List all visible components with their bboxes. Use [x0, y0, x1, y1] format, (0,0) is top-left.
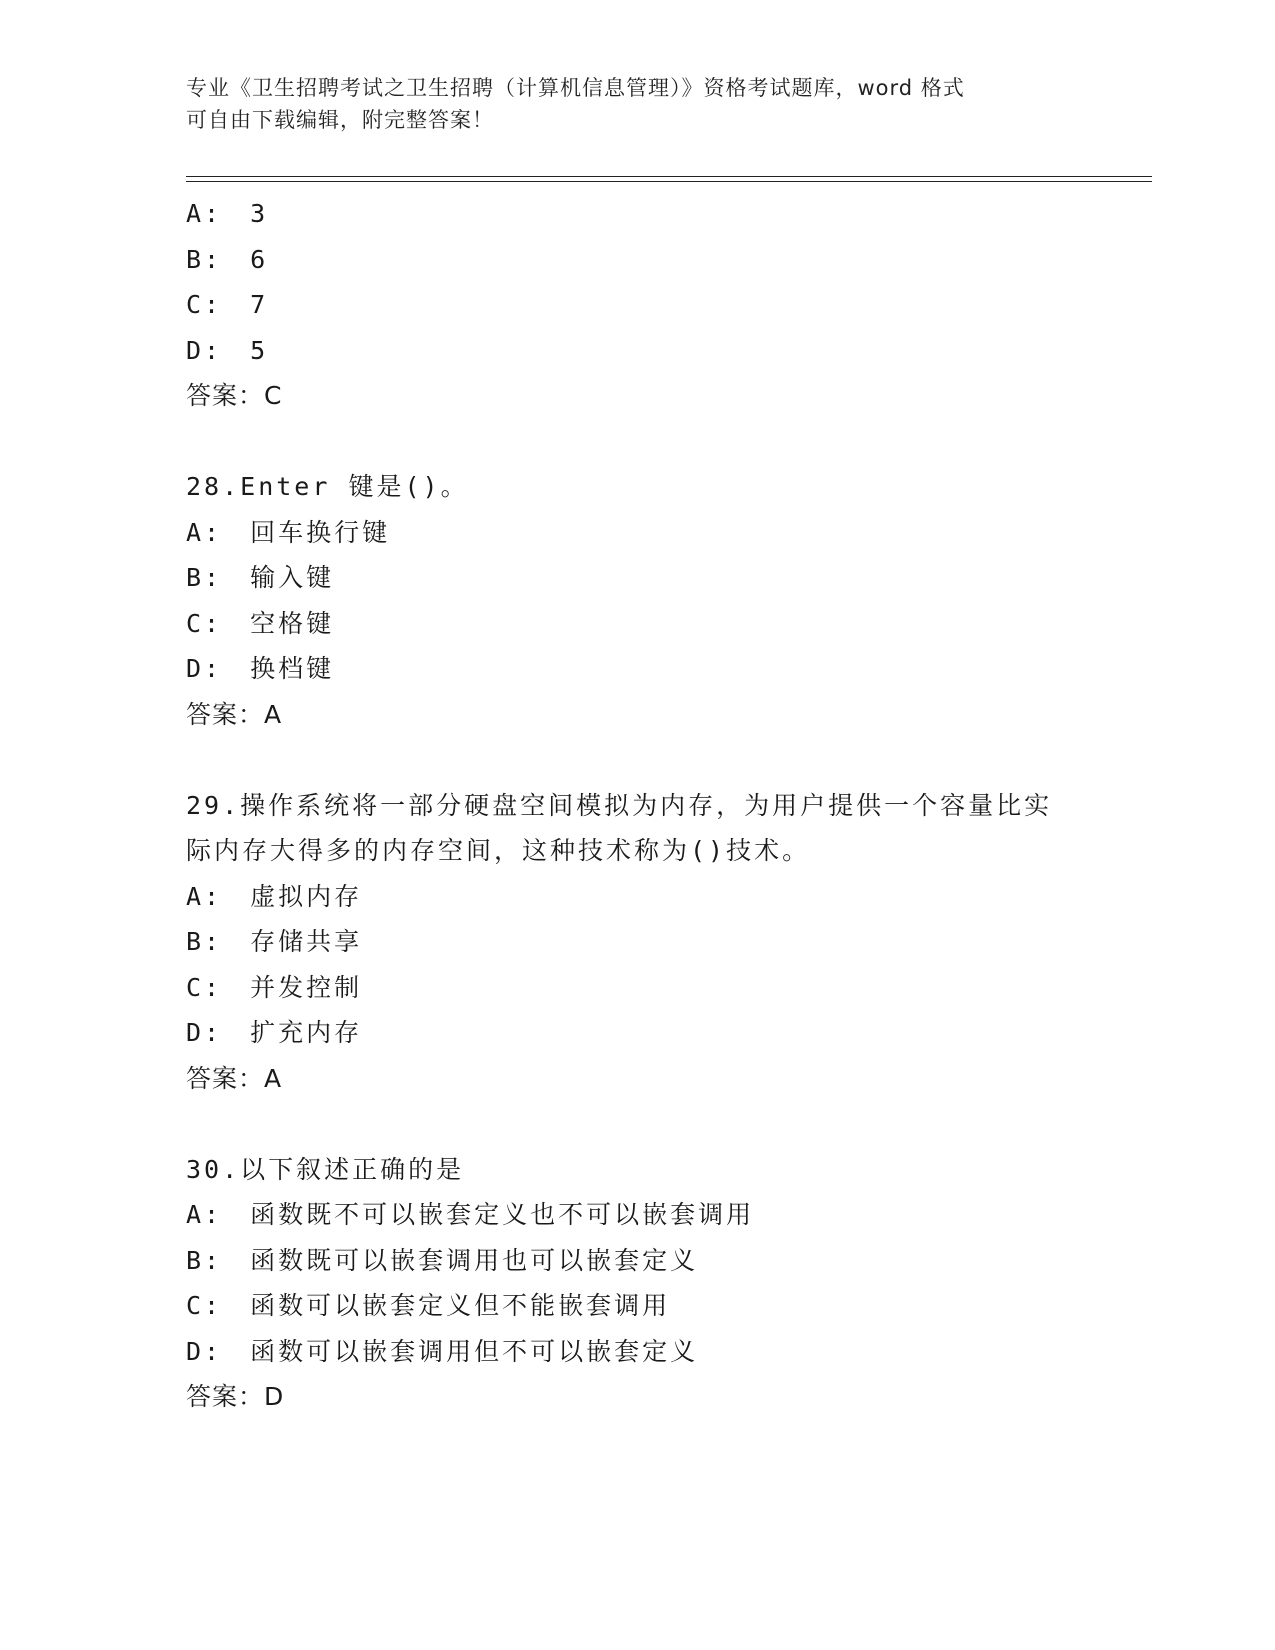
option-text: 5	[250, 335, 269, 365]
option-b	[186, 555, 1146, 601]
document-header	[186, 72, 1086, 136]
option-letter: D:	[186, 1336, 223, 1366]
question-text: 28.Enter 键是()。	[186, 472, 469, 501]
option-b	[186, 237, 1146, 283]
option-text: 虚拟内存	[250, 881, 363, 911]
option-letter: C:	[186, 972, 223, 1002]
option-text: 7	[250, 290, 269, 319]
option-letter: C:	[186, 608, 223, 638]
question-text-line-2: 际内存大得多的内存空间，这种技术称为()技术。	[186, 836, 811, 865]
option-letter: B:	[186, 927, 223, 956]
option-text: 函数既不可以嵌套定义也不可以嵌套调用	[250, 1200, 755, 1229]
option-text: 函数可以嵌套定义但不能嵌套调用	[250, 1291, 671, 1320]
option-d	[186, 1010, 1146, 1056]
option-text: 函数既可以嵌套调用也可以嵌套定义	[250, 1245, 699, 1275]
option-letter: D:	[186, 335, 223, 365]
option-letter: B:	[186, 1245, 223, 1275]
header-line-1: 专业《卫生招聘考试之卫生招聘（计算机信息管理）》资格考试题库，word 格式	[186, 76, 965, 100]
option-text: 6	[250, 244, 269, 274]
option-d	[186, 328, 1146, 374]
option-b	[186, 1238, 1146, 1284]
answer-line: 答案：A	[186, 1063, 283, 1093]
option-d	[186, 646, 1146, 692]
option-letter: C:	[186, 290, 223, 319]
option-text: 空格键	[250, 608, 335, 638]
option-a	[186, 874, 1146, 920]
option-c	[186, 1283, 1146, 1329]
option-letter: C:	[186, 1291, 223, 1320]
option-letter: A:	[186, 517, 223, 547]
question-list	[186, 191, 1146, 1420]
option-letter: B:	[186, 244, 223, 274]
option-d	[186, 1329, 1146, 1375]
option-letter: B:	[186, 563, 223, 592]
option-text: 函数可以嵌套调用但不可以嵌套定义	[250, 1336, 699, 1366]
header-divider-top	[186, 176, 1152, 177]
option-text: 回车换行键	[250, 517, 391, 547]
option-text: 3	[250, 199, 269, 228]
option-a	[186, 510, 1146, 556]
option-c	[186, 601, 1146, 647]
header-divider-bottom	[186, 181, 1152, 182]
answer-line: 答案：C	[186, 381, 283, 410]
option-c	[186, 282, 1146, 328]
option-letter: A:	[186, 881, 223, 911]
question-30	[186, 1147, 1146, 1420]
question-28	[186, 464, 1146, 737]
option-text: 输入键	[250, 563, 335, 592]
option-text: 换档键	[250, 654, 335, 683]
option-letter: A:	[186, 199, 223, 228]
question-29	[186, 783, 1146, 1102]
option-text: 存储共享	[250, 927, 363, 956]
answer-line: 答案：A	[186, 699, 283, 729]
question-text-line-1: 29.操作系统将一部分硬盘空间模拟为内存，为用户提供一个容量比实	[186, 790, 1053, 820]
option-text: 并发控制	[250, 972, 363, 1002]
question-text: 30.以下叙述正确的是	[186, 1154, 465, 1184]
option-a	[186, 1192, 1146, 1238]
option-c	[186, 965, 1146, 1011]
question-27	[186, 191, 1146, 419]
answer-line: 答案：D	[186, 1382, 285, 1411]
option-letter: D:	[186, 654, 223, 683]
option-text: 扩充内存	[250, 1018, 363, 1047]
option-a	[186, 191, 1146, 237]
option-letter: A:	[186, 1200, 223, 1229]
header-line-2: 可自由下载编辑，附完整答案！	[186, 108, 494, 132]
option-letter: D:	[186, 1018, 223, 1047]
option-b	[186, 919, 1146, 965]
